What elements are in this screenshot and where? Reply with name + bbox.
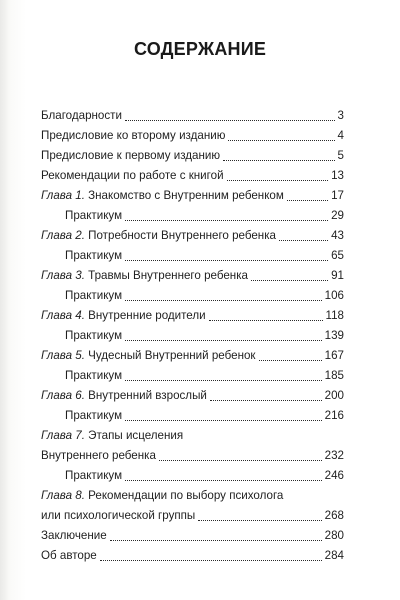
toc-entry-chapter-5 [41, 346, 344, 366]
toc-page-number: 200 [324, 389, 344, 402]
toc-entry-label: Практикум [65, 469, 123, 482]
dot-leader [227, 180, 329, 181]
toc-entry-label: Практикум [65, 289, 123, 302]
dot-leader [279, 240, 328, 241]
toc-entry-label-continued: Внутреннего ребенка [41, 449, 156, 462]
toc-entry-practicum-7 [41, 466, 344, 486]
chapter-number: Глава 5. [41, 349, 85, 362]
dot-leader [125, 220, 328, 221]
toc-entry-practicum-3 [41, 286, 344, 306]
chapter-number: Глава 3. [41, 269, 85, 282]
toc-entry-label: Об авторе [41, 549, 97, 562]
toc-page-number: 106 [324, 289, 344, 302]
dot-leader [251, 280, 328, 281]
toc-page-number: 91 [331, 269, 344, 282]
toc-entry-label: Предисловие к первому изданию [41, 149, 221, 162]
chapter-number: Глава 4. [41, 309, 85, 322]
dot-leader [125, 300, 322, 301]
toc-page-number: 232 [324, 449, 344, 462]
toc-page-number: 139 [324, 329, 344, 342]
toc-page-number: 43 [331, 229, 344, 242]
toc-page-number: 246 [324, 469, 344, 482]
toc-entry-chapter-4 [41, 306, 344, 326]
toc-entry-preface-first-edition [41, 146, 344, 166]
toc-entry-conclusion [41, 526, 344, 546]
dot-leader [110, 540, 322, 541]
toc-page-number: 118 [325, 309, 344, 322]
dot-leader [198, 520, 321, 521]
toc-entry-label: Этапы исцеления [88, 429, 184, 442]
toc-page-number: 185 [324, 369, 344, 382]
chapter-number: Глава 7. [41, 429, 85, 442]
toc-page-number: 65 [331, 249, 344, 262]
dot-leader [125, 260, 328, 261]
toc-entry-label: Внутренние родители [88, 309, 206, 322]
toc-entry-practicum-4 [41, 326, 344, 346]
dot-leader [125, 380, 322, 381]
toc-entry-label: Практикум [65, 409, 123, 422]
toc-entry-label: Чудесный Внутренний ребенок [88, 349, 256, 362]
toc-entry-chapter-1 [41, 186, 344, 206]
chapter-number: Глава 8. [41, 489, 85, 502]
toc-entry-chapter-7-line1 [41, 426, 183, 446]
dot-leader [125, 340, 322, 341]
toc-entry-preface-second-edition [41, 126, 344, 146]
toc-entry-label: Заключение [41, 529, 107, 542]
toc-entry-label: Практикум [65, 329, 123, 342]
toc-entry-label: Рекомендации по выбору психолога [88, 489, 284, 502]
toc-entry-chapter-7 [41, 446, 344, 466]
toc-entry-recommendations [41, 166, 344, 186]
toc-page-number: 167 [324, 349, 344, 362]
toc-entry-label: Травмы Внутреннего ребенка [88, 269, 248, 282]
dot-leader [159, 460, 322, 461]
toc-entry-label: Рекомендации по работе с книгой [41, 169, 224, 182]
dot-leader [125, 480, 322, 481]
toc-entry-practicum-6 [41, 406, 344, 426]
toc-page-number: 5 [337, 149, 344, 162]
toc-page-number: 17 [331, 189, 344, 202]
toc-entry-practicum-2 [41, 246, 344, 266]
toc-entry-label: Знакомство с Внутренним ребенком [88, 189, 284, 202]
chapter-number: Глава 1. [41, 189, 85, 202]
dot-leader [125, 420, 322, 421]
toc-entry-chapter-8-line1 [41, 486, 283, 506]
page-title: СОДЕРЖАНИЕ [133, 39, 267, 59]
toc-page-number: 268 [324, 509, 344, 522]
dot-leader [209, 320, 323, 321]
toc-page-number: 3 [337, 109, 344, 122]
toc-entry-acknowledgements [41, 106, 344, 126]
toc-entry-chapter-8 [41, 506, 344, 526]
toc-entry-label: Предисловие ко второму изданию [41, 129, 226, 142]
toc-entry-chapter-6 [41, 386, 344, 406]
toc-entry-practicum-5 [41, 366, 344, 386]
dot-leader [125, 120, 335, 121]
toc-entry-label: Благодарности [41, 109, 122, 122]
dot-leader [228, 140, 334, 141]
dot-leader [259, 360, 322, 361]
toc-entry-about-author [41, 546, 344, 566]
toc-entry-chapter-3 [41, 266, 344, 286]
toc-entry-label: Практикум [65, 249, 123, 262]
toc-page-number: 216 [324, 409, 344, 422]
toc-page-number: 280 [324, 529, 344, 542]
toc-entry-label: Внутренний взрослый [88, 389, 207, 402]
toc-page-number: 284 [324, 549, 344, 562]
toc-entry-label: Потребности Внутреннего ребенка [88, 229, 276, 242]
toc-page-number: 13 [331, 169, 344, 182]
toc-entry-practicum-1 [41, 206, 344, 226]
chapter-number: Глава 2. [41, 229, 85, 242]
toc-entry-label: Практикум [65, 209, 123, 222]
toc-entry-label: Практикум [65, 369, 123, 382]
chapter-number: Глава 6. [41, 389, 85, 402]
toc-page-number: 29 [331, 209, 344, 222]
dot-leader [287, 200, 328, 201]
toc-entry-chapter-2 [41, 226, 344, 246]
dot-leader [223, 160, 335, 161]
dot-leader [100, 560, 322, 561]
toc-page-number: 4 [337, 129, 344, 142]
dot-leader [210, 400, 322, 401]
toc-entry-label-continued: или психологической группы [41, 509, 196, 522]
